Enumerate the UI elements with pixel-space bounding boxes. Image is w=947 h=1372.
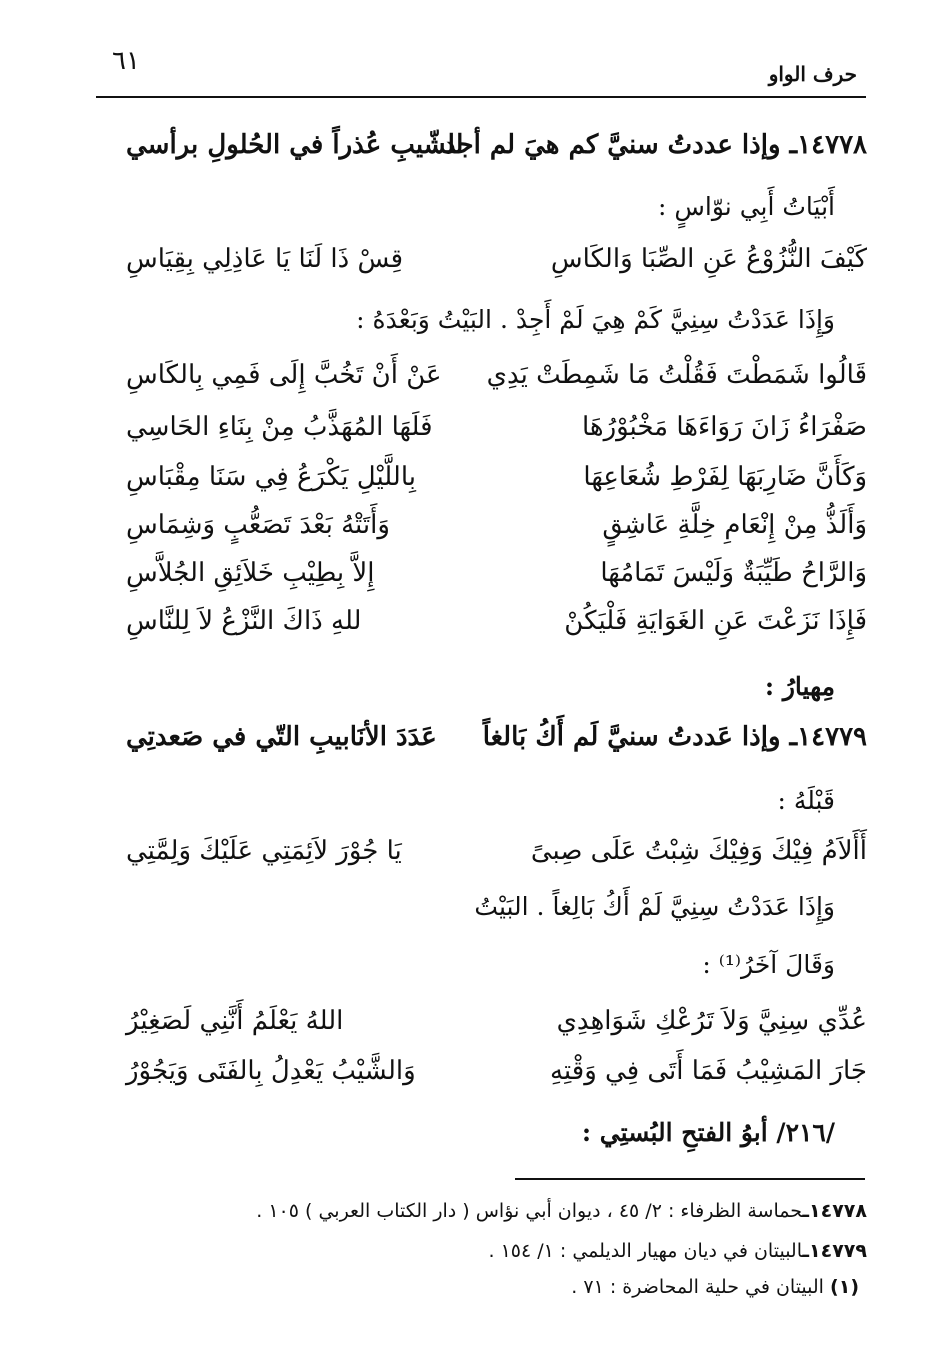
hemistich-first: عُدِّي سِنِيَّ وَلاَ تَرُعْكِ شَوَاهِدِي xyxy=(556,1006,867,1036)
hemistich-first: فَإِذَا نَزَعْتَ عَنِ الغَوَايَةِ فَلْيَكُنْ xyxy=(564,606,867,636)
hemistich-second: إِلاَّ بِطِيْبِ خَلاَئِقِ الجُلاَّسِ xyxy=(126,558,375,588)
verse-line xyxy=(96,558,867,602)
footnote-rule xyxy=(515,1178,865,1180)
footnote-text: حماسة الظرفاء : ٢/ ٤٥ ، ديوان أبي نؤاس ( دار الكتاب العربي ) ١٠٥ . xyxy=(256,1200,803,1222)
verse-line xyxy=(96,360,867,404)
hemistich-second: عَدَدَ الأنَابيبِ التّي في صَعدتِي xyxy=(126,722,437,752)
hemistich-second: قِسْ ذَا لَنَا يَا عَاذِلِي بِقِيَاسِ xyxy=(126,244,404,274)
hemistich-first: كَيْفَ النُّزُوْعُ عَنِ الصِّبَا وَالكَاسِ xyxy=(550,244,867,274)
footnote-14778 xyxy=(256,1200,867,1222)
intro-qablahu: قَبْلَهُ : xyxy=(777,786,835,815)
footnote-1 xyxy=(571,1276,859,1298)
footnote-text: البيتان في حلية المحاضرة : ٧١ . xyxy=(571,1276,824,1298)
hemistich-first: وَالرَّاحُ طَيِّبَةٌ وَلَيْسَ تَمَامُهَا xyxy=(600,558,867,588)
verse-line xyxy=(96,1056,867,1100)
hemistich-first: ١٤٧٧٨ـ وإذا عددتُ سنيَّ كم هيَ لم أجد xyxy=(443,130,867,160)
verse-entry-14779 xyxy=(96,722,867,766)
footnote-14779 xyxy=(488,1240,867,1262)
hemistich-second: للشّيبِ عُذراً في الحُلولِ برأسي xyxy=(126,130,464,160)
hemistich-first: وَكَأَنَّ ضَارِبَهَا لِفَرْطِ شُعَاعِهَا xyxy=(583,462,867,492)
verse-line xyxy=(96,1006,867,1050)
verse-line xyxy=(96,462,867,506)
footnote-number: ١٤٧٧٨ـ xyxy=(802,1200,867,1222)
page-number: ٦١ xyxy=(112,46,140,76)
hemistich-first: صَفْرَاءُ زَانَ رَوَاءَهَا مَخْبُوْرُهَا xyxy=(581,412,867,442)
hemistich-second: للهِ ذَاكَ النَّزْعُ لاَ لِلنَّاسِ xyxy=(126,606,362,636)
hemistich-second: وَأَتَتْهُ بَعْدَ تَصَعُّبٍ وَشِمَاسِ xyxy=(126,510,390,540)
verse-line xyxy=(96,510,867,554)
intro-qal-akhar: وَقَالَ آخَرُ⁽¹⁾ : xyxy=(702,950,835,979)
chapter-title: حرف الواو xyxy=(768,62,857,86)
poet-name: مِهيارُ : xyxy=(764,672,835,701)
footnote-number: (١) xyxy=(830,1276,859,1298)
next-entry-heading: /٢١٦/ أبوُ الفتحِ البُستِي : xyxy=(581,1118,835,1147)
footnote-text: البيتان في ديان مهيار الديلمي : ١/ ١٥٤ . xyxy=(488,1240,803,1262)
verse-line xyxy=(96,244,867,288)
reference-line: وَإِذَا عَدَدْتُ سِنِيَّ لَمْ أَكُ بَالِغاً . البَيْتُ xyxy=(474,892,835,921)
hemistich-second: وَالشَّيْبُ يَعْدِلُ بِالفَتَى وَيَجُوْرُ xyxy=(126,1056,416,1086)
footnote-number: ١٤٧٧٩ـ xyxy=(802,1240,867,1262)
hemistich-first: وَأَلَذُّ مِنْ إِنْعَامِ خِلَّةِ عَاشِقٍ xyxy=(602,510,867,540)
header-rule xyxy=(96,96,866,98)
hemistich-second: اللهُ يَعْلَمُ أَنَّنِي لَصَغِيْرُ xyxy=(126,1006,344,1036)
hemistich-second: فَلَهَا المُهَذَّبُ مِنْ بِنَاءِ الحَاسِي xyxy=(126,412,433,442)
verse-entry-14778 xyxy=(96,130,867,174)
verse-line xyxy=(96,606,867,650)
hemistich-second: عَنْ أَنْ تَخُبَّ إِلَى فَمِي بِالكَاسِ xyxy=(126,360,442,390)
verse-line xyxy=(96,412,867,456)
hemistich-first: قَالُوا شَمَطْتَ فَقُلْتُ مَا شَمِطَتْ يَدِي xyxy=(486,360,867,390)
verse-line xyxy=(96,836,867,880)
hemistich-second: يَا جُوْرَ لاَئِمَتِي عَلَيْكَ وَلِمَّتِي xyxy=(126,836,402,866)
reference-line: وَإِذَا عَدَدْتُ سِنِيَّ كَمْ هِيَ لَمْ أَجِدْ . البَيْتُ وَبَعْدَهُ : xyxy=(356,305,835,334)
hemistich-first: جَارَ المَشِيْبُ فَمَا أَتَى فِي وَقْتِهِ xyxy=(549,1056,867,1086)
intro-abyat: أَبْيَاتُ أَبِي نوّاسٍ : xyxy=(658,192,835,221)
hemistich-first: أَأَلاَمُ فِيْكَ وَفِيْكَ شِبْتُ عَلَى صِبىً xyxy=(530,836,867,866)
hemistich-second: بِاللَّيْلِ يَكْرَعُ فِي سَنَا مِقْبَاسِ xyxy=(126,462,416,492)
hemistich-first: ١٤٧٧٩ـ وإذا عَددتُ سنيَّ لَم أَكُ بَالغاً xyxy=(482,722,867,752)
